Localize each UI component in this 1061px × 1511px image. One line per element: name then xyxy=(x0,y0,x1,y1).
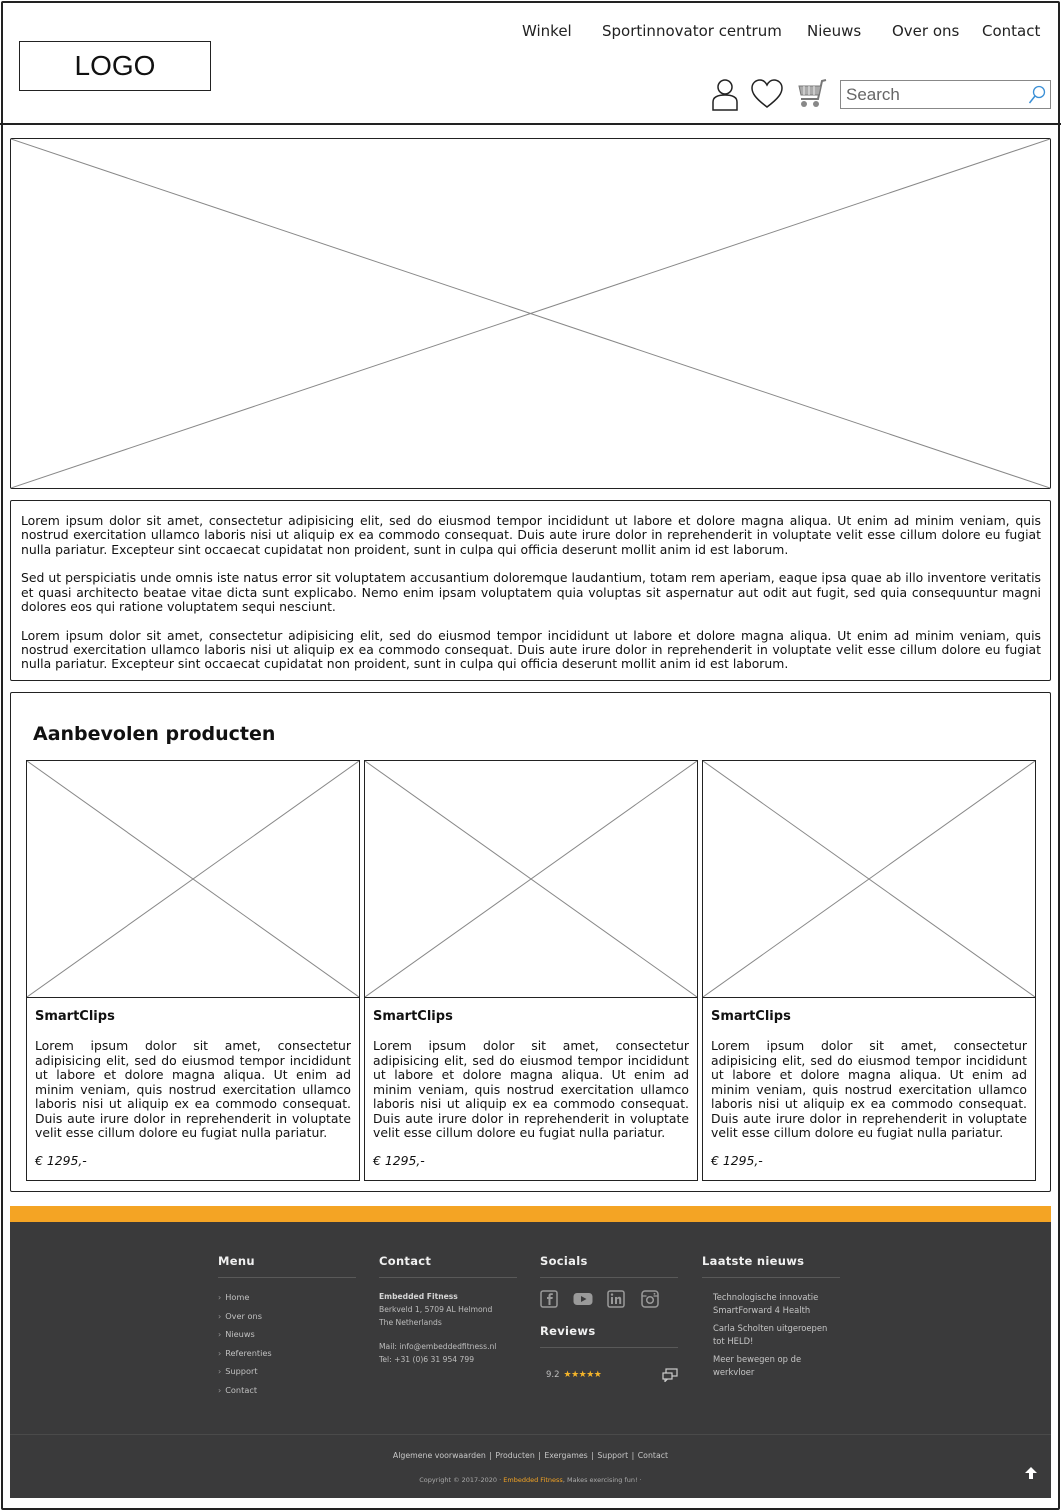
footer-socials-title: Socials xyxy=(540,1254,678,1278)
product-image-placeholder[interactable] xyxy=(703,761,1035,998)
heart-icon[interactable] xyxy=(751,79,783,109)
image-placeholder-cross xyxy=(11,139,1050,488)
product-card[interactable] xyxy=(26,760,360,1181)
logo[interactable]: LOGO xyxy=(19,41,211,91)
intro-paragraph: Lorem ipsum dolor sit amet, consectetur adipisicing elit, sed do eiusmod tempor incididunt ut labore et dolore magna aliqua. Ut enim ad minim veniam, quis nostrud exercitation ullamco laboris nisi ut aliquip ex ea commodo consequat. Duis aute irure dolor in reprehenderit in voluptate velit esse cillum dolore eu fugiat nulla pariatur. Excepteur sint occaecat cupidatat non proident, sunt in culpa qui officia deserunt mollit anim id est laborum. xyxy=(21,627,1041,672)
footer-menu-item-referenties[interactable]: › Referenties xyxy=(218,1347,272,1358)
product-description: Lorem ipsum dolor sit amet, consectetur adipisicing elit, sed do eiusmod tempor incididunt ut labore et dolore magna aliqua. Ut enim ad minim veniam, quis nostrud exercitation ullamco laboris nisi ut aliquip ex ea commodo consequat. Duis aute irure dolor in reprehenderit in voluptate velit esse cillum dolore eu fugiat nulla pariatur. xyxy=(35,1038,351,1140)
product-image-placeholder[interactable] xyxy=(365,761,697,998)
chevron-right-icon: › xyxy=(218,1330,222,1340)
search-input[interactable] xyxy=(841,82,1021,108)
product-description: Lorem ipsum dolor sit amet, consectetur adipisicing elit, sed do eiusmod tempor incididunt ut labore et dolore magna aliqua. Ut enim ad minim veniam, quis nostrud exercitation ullamco laboris nisi ut aliquip ex ea commodo consequat. Duis aute irure dolor in reprehenderit in voluptate velit esse cillum dolore eu fugiat nulla pariatur. xyxy=(711,1038,1027,1140)
contact-tel[interactable]: Tel: +31 (0)6 31 954 799 xyxy=(379,1355,475,1364)
nav-winkel[interactable]: Winkel xyxy=(522,22,572,40)
footer-menu-column xyxy=(218,1254,356,1402)
nav-contact[interactable]: Contact xyxy=(982,22,1041,40)
footer-link-contact[interactable]: Contact xyxy=(637,1451,669,1460)
footer-news-title: Laatste nieuws xyxy=(702,1254,840,1278)
arrow-up-icon[interactable] xyxy=(1023,1465,1039,1481)
review-rating[interactable] xyxy=(540,1370,678,1384)
product-price: € 1295,- xyxy=(711,1153,763,1168)
footer-reviews-title: Reviews xyxy=(540,1324,678,1348)
linkedin-icon[interactable] xyxy=(607,1290,625,1308)
footer-socials-column xyxy=(540,1254,678,1384)
copyright: Copyright © 2017-2020 · Embedded Fitness, Makes exercising fun! · xyxy=(419,1476,642,1484)
footer-links: Algemene voorwaarden | Producten | Exergames | Support | Contact xyxy=(392,1451,669,1460)
footer-accent-bar xyxy=(10,1206,1051,1222)
address-country: The Netherlands xyxy=(379,1318,442,1327)
product-title[interactable]: SmartClips xyxy=(35,1009,115,1024)
section-heading: Aanbevolen producten xyxy=(33,723,276,745)
company-name: Embedded Fitness xyxy=(379,1292,458,1301)
nav-over-ons[interactable]: Over ons xyxy=(892,22,960,40)
chevron-right-icon: › xyxy=(218,1367,222,1377)
header-divider xyxy=(0,123,1061,125)
chevron-right-icon: › xyxy=(218,1293,222,1302)
address-line: Berkveld 1, 5709 AL Helmond xyxy=(379,1305,493,1314)
copyright-brand-link[interactable]: Embedded Fitness xyxy=(503,1476,563,1484)
chevron-right-icon: › xyxy=(218,1311,222,1321)
hero-image-placeholder xyxy=(10,138,1051,489)
footer-link-algemene-voorwaarden[interactable]: Algemene voorwaarden xyxy=(392,1451,486,1460)
instagram-icon[interactable] xyxy=(641,1290,659,1308)
footer-menu-item-nieuws[interactable]: › Nieuws xyxy=(218,1329,255,1340)
footer xyxy=(10,1222,1051,1498)
image-placeholder-cross xyxy=(365,761,697,997)
nav-nieuws[interactable]: Nieuws xyxy=(807,22,862,40)
footer-contact-title: Contact xyxy=(379,1254,517,1278)
chat-icon[interactable] xyxy=(662,1368,678,1382)
product-card[interactable] xyxy=(702,760,1036,1181)
footer-contact-column xyxy=(379,1254,517,1366)
footer-menu-title: Menu xyxy=(218,1254,356,1278)
user-icon[interactable] xyxy=(711,78,739,111)
footer-menu-item-home[interactable]: › Home xyxy=(218,1292,250,1302)
news-item[interactable]: Meer bewegen op de werkvloer xyxy=(713,1354,802,1377)
facebook-icon[interactable] xyxy=(540,1290,558,1308)
footer-menu-item-support[interactable]: › Support xyxy=(218,1366,258,1377)
recommended-products-section xyxy=(10,692,1051,1192)
chevron-right-icon: › xyxy=(218,1385,222,1395)
product-price: € 1295,- xyxy=(35,1153,87,1168)
footer-link-support[interactable]: Support xyxy=(597,1451,629,1460)
product-title[interactable]: SmartClips xyxy=(711,1009,791,1024)
product-card[interactable] xyxy=(364,760,698,1181)
product-title[interactable]: SmartClips xyxy=(373,1009,453,1024)
news-item[interactable]: Carla Scholten uitgeroepen tot HELD! xyxy=(713,1323,828,1346)
image-placeholder-cross xyxy=(27,761,359,997)
intro-paragraph: Sed ut perspiciatis unde omnis iste natus error sit voluptatem accusantium doloremque laudantium, totam rem aperiam, eaque ipsa quae ab illo inventore veritatis et quasi architecto beatae vitae dicta sunt explicabo. Nemo enim ipsam voluptatem quia voluptas sit aspernatur aut odit aut fugit, sed quia consequuntur magni dolores eos qui ratione voluptatem sequi nesciunt. xyxy=(21,570,1041,614)
search-box[interactable] xyxy=(840,80,1051,109)
footer-menu-item-contact[interactable]: › Contact xyxy=(218,1384,258,1395)
rating-score: 9.2 xyxy=(546,1370,560,1380)
product-image-placeholder[interactable] xyxy=(27,761,359,998)
rating-stars: ★★★★★ xyxy=(563,1370,602,1380)
cart-icon[interactable] xyxy=(796,78,828,110)
search-icon[interactable] xyxy=(1028,85,1046,105)
nav-sportinnovator-centrum[interactable]: Sportinnovator centrum xyxy=(602,22,782,40)
image-placeholder-cross xyxy=(703,761,1035,997)
footer-link-producten[interactable]: Producten xyxy=(495,1451,535,1460)
intro-paragraph: Lorem ipsum dolor sit amet, consectetur adipisicing elit, sed do eiusmod tempor incididunt ut labore et dolore magna aliqua. Ut enim ad minim veniam, quis nostrud exercitation ullamco laboris nisi ut aliquip ex ea commodo consequat. Duis aute irure dolor in reprehenderit in voluptate velit esse cillum dolore eu fugiat nulla pariatur. Excepteur sint occaecat cupidatat non proident, sunt in culpa qui officia deserunt mollit anim id est laborum. xyxy=(21,513,1041,557)
product-description: Lorem ipsum dolor sit amet, consectetur adipisicing elit, sed do eiusmod tempor incididunt ut labore et dolore magna aliqua. Ut enim ad minim veniam, quis nostrud exercitation ullamco laboris nisi ut aliquip ex ea commodo consequat. Duis aute irure dolor in reprehenderit in voluptate velit esse cillum dolore eu fugiat nulla pariatur. xyxy=(373,1038,689,1140)
footer-link-exergames[interactable]: Exergames xyxy=(544,1451,588,1460)
footer-news-column xyxy=(702,1254,840,1384)
contact-mail[interactable]: Mail: info@embeddedfitness.nl xyxy=(379,1342,497,1351)
news-item[interactable]: Technologische innovatie SmartForward 4 Health xyxy=(713,1292,819,1315)
main-nav xyxy=(0,22,1061,42)
chevron-right-icon: › xyxy=(218,1348,222,1358)
intro-text-block xyxy=(10,500,1051,681)
footer-menu-item-over-ons[interactable]: › Over ons xyxy=(218,1310,262,1321)
youtube-icon[interactable] xyxy=(573,1290,591,1308)
footer-divider xyxy=(10,1434,1051,1435)
product-price: € 1295,- xyxy=(373,1153,425,1168)
